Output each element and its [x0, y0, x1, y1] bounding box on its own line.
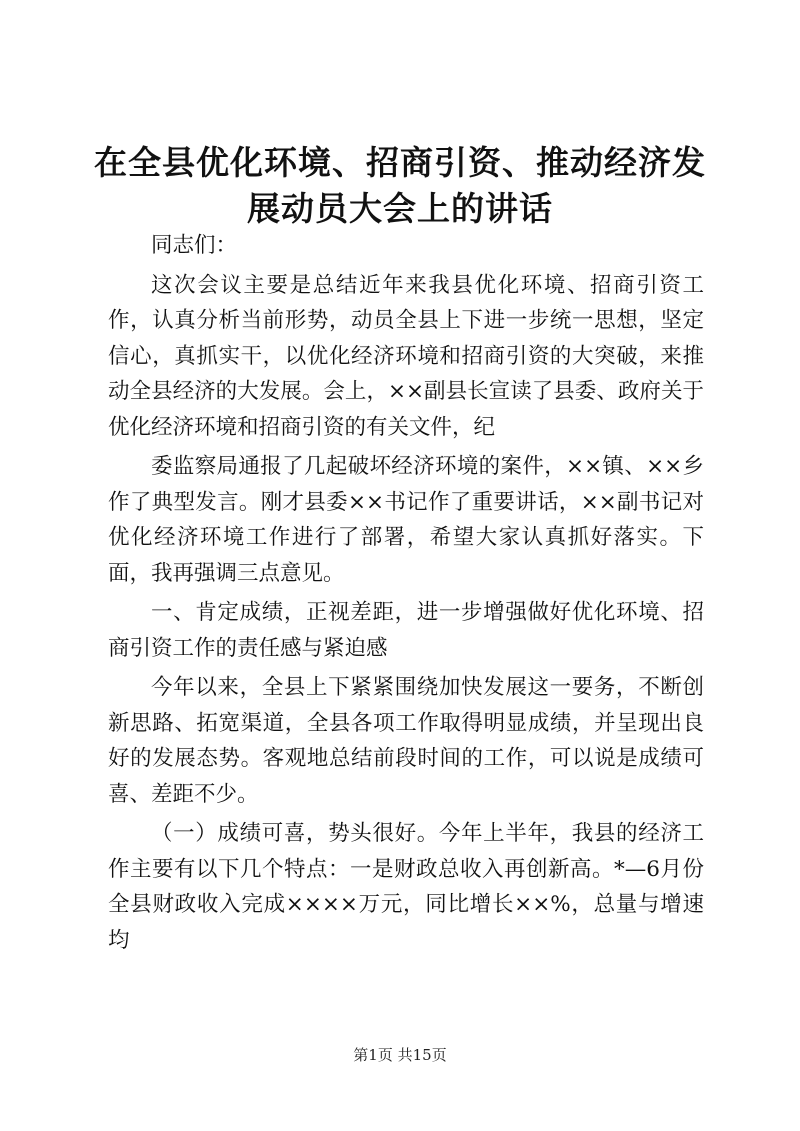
salutation: 同志们： — [151, 233, 238, 258]
document-title: 在全县优化环境、招商引资、推动经济发展动员大会上的讲话 — [94, 143, 706, 228]
paragraph-2: 委监察局通报了几起破坏经济环境的案件，××镇、××乡作了典型发言。刚才县委××书记作了重要讲话，××副书记对优化经济环境工作进行了部署，希望大家认真抓好落实。下面，我再强调三点意见。 — [108, 454, 704, 586]
page-number-footer: 第1页 共15页 — [353, 1046, 447, 1064]
paragraph-1: 这次会议主要是总结近年来我县优化环境、招商引资工作，认真分析当前形势，动员全县上下进一步统一思想，坚定信心，真抓实干，以优化经济环境和招商引资的大突破，来推动全县经济的大发展。会上，××副县长宣读了县委、政府关于优化经济环境和招商引资的有关文件，纪 — [108, 272, 704, 440]
section-heading-1: 一、肯定成绩，正视差距，进一步增强做好优化环境、招商引资工作的责任感与紧迫感 — [108, 600, 704, 661]
subsection-paragraph-1: （一）成绩可喜，势头很好。今年上半年，我县的经济工作主要有以下几个特点：一是财政总收入再创新高。*—6月份全县财政收入完成××××万元，同比增长××%，总量与增速均 — [108, 821, 704, 953]
paragraph-3: 今年以来，全县上下紧紧围绕加快发展这一要务，不断创新思路、拓宽渠道，全县各项工作取得明显成绩，并呈现出良好的发展态势。客观地总结前段时间的工作，可以说是成绩可喜、差距不少。 — [108, 675, 704, 807]
document-body — [108, 228, 704, 958]
